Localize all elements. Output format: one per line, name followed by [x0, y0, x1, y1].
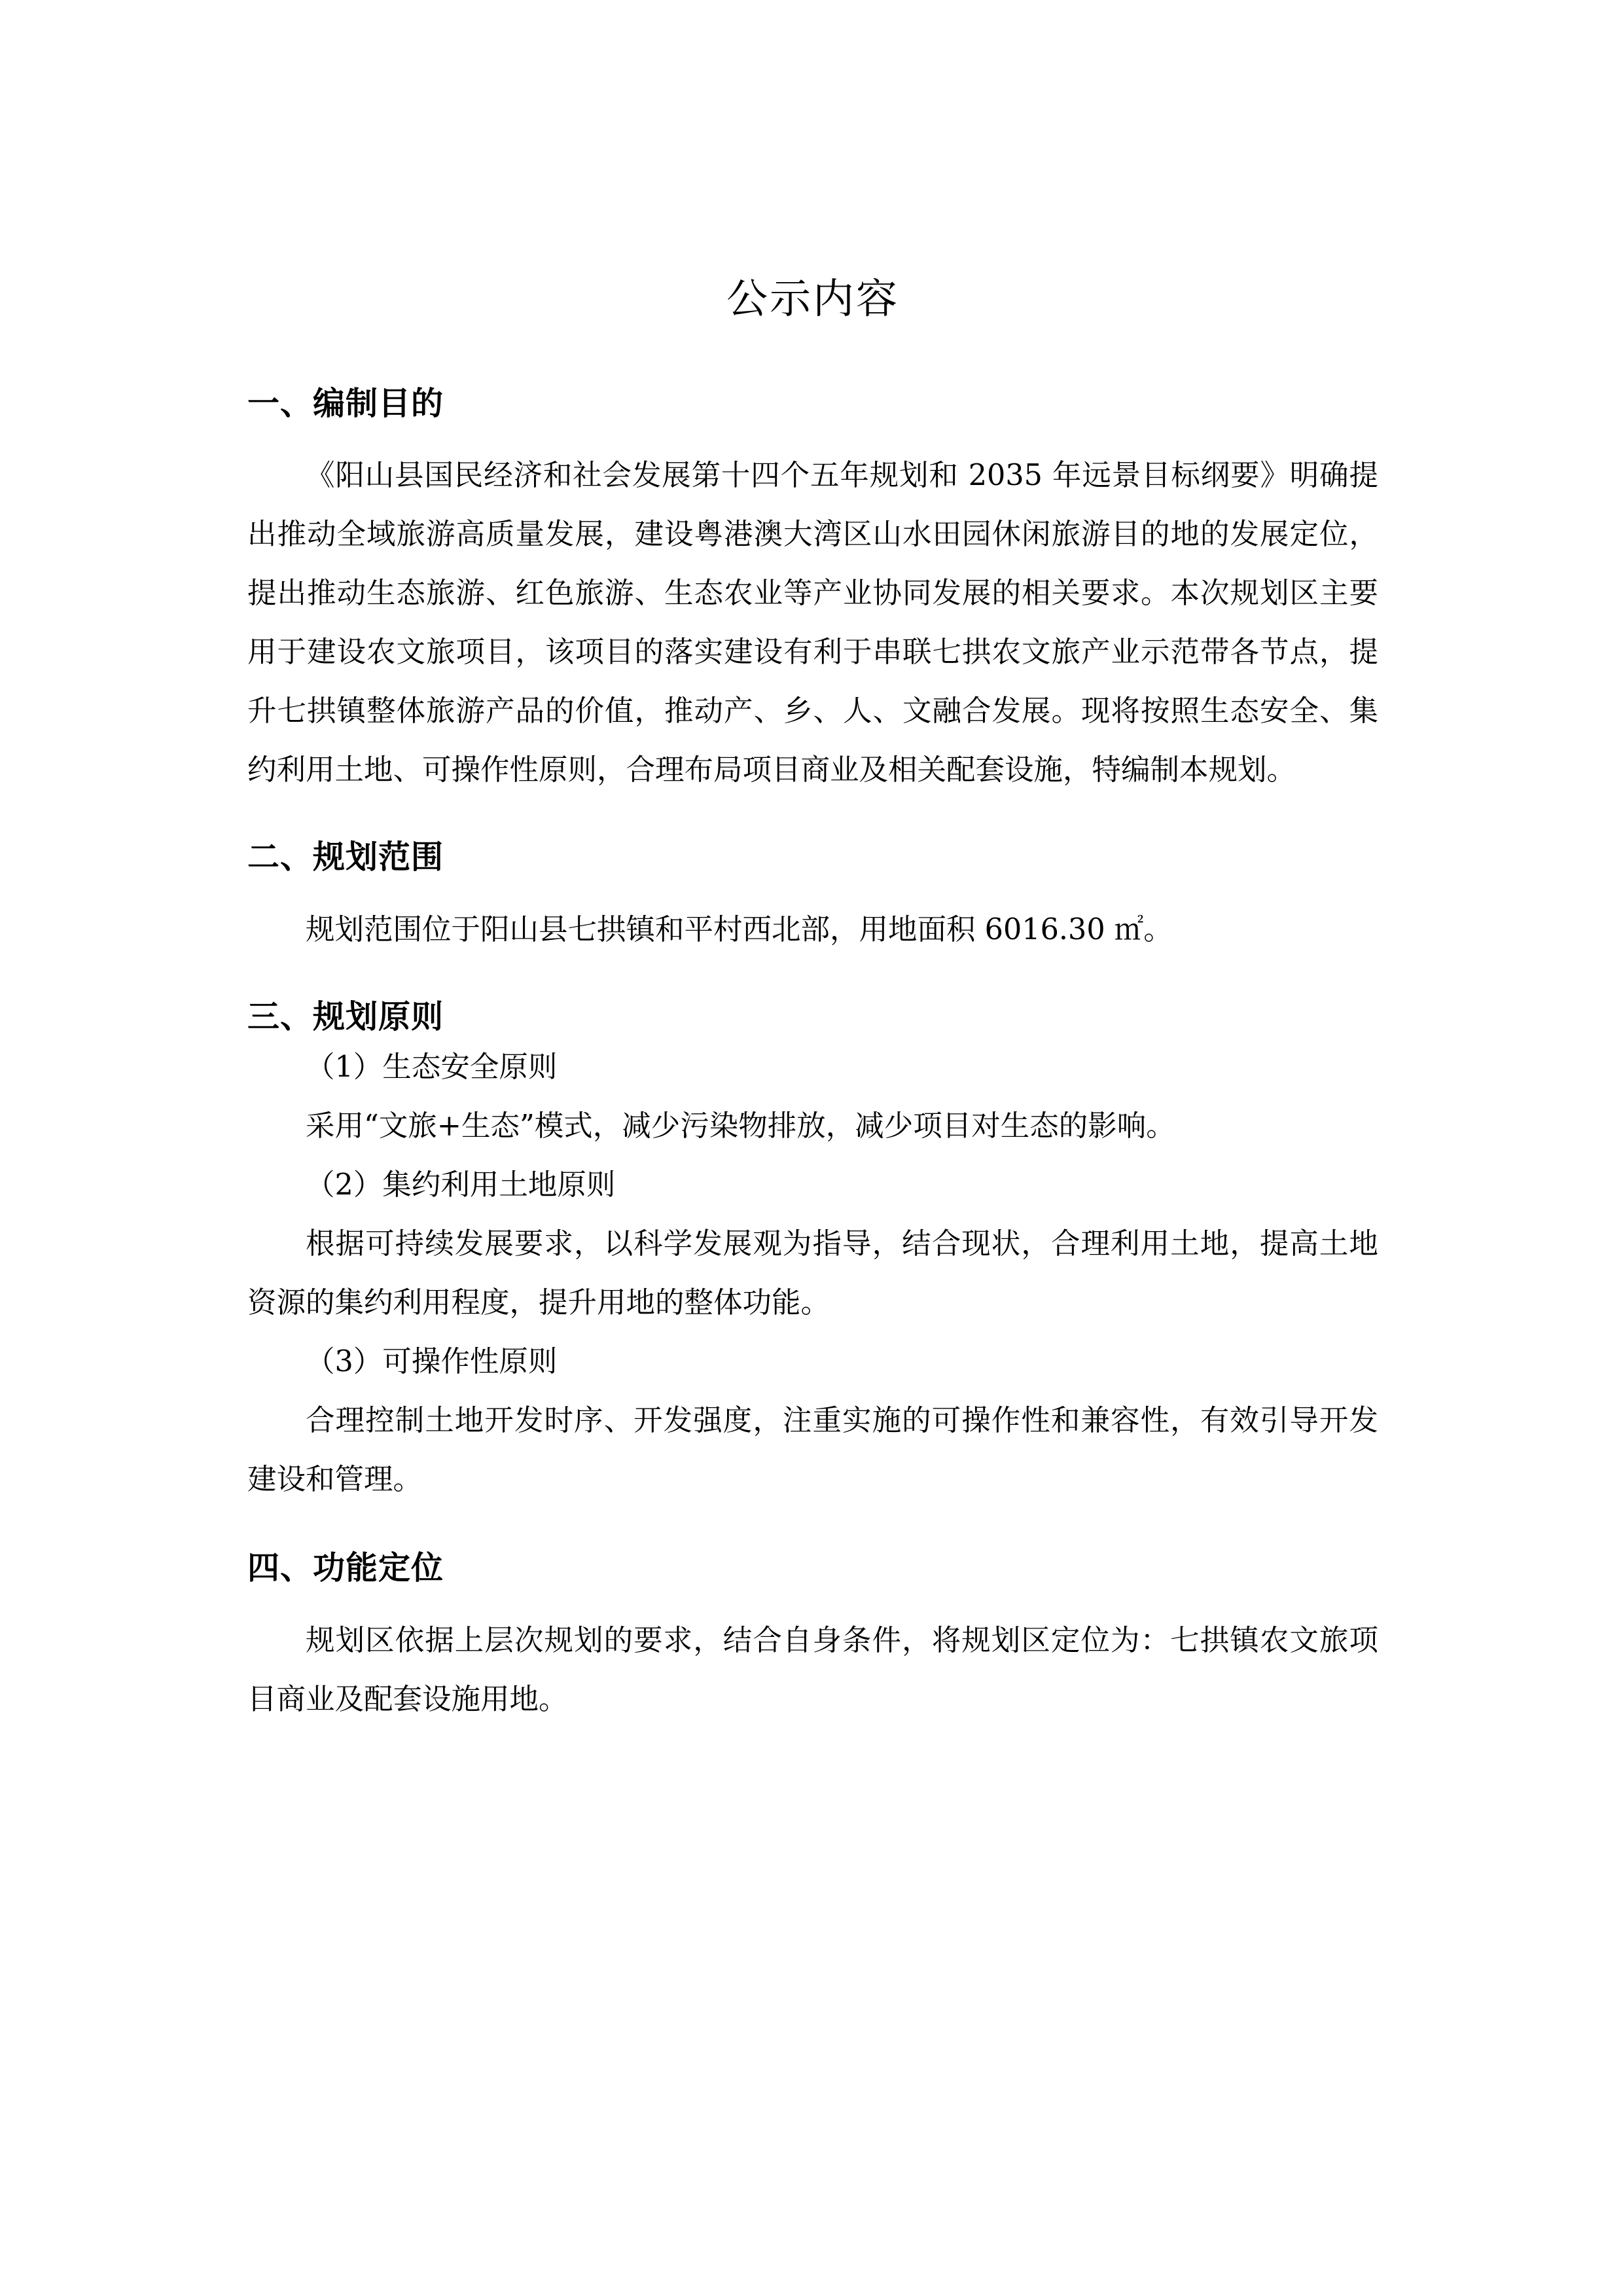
- principle-label-1: （1）生态安全原则: [306, 1050, 558, 1084]
- section-heading-purpose: 一、编制目的: [247, 384, 444, 422]
- section-paragraph-purpose: 《阳山县国民经济和社会发展第十四个五年规划和 2035 年远景目标纲要》明确提出推动全域旅游高质量发展，建设粤港澳大湾区山水田园休闲旅游目的地的发展定位，提出推动生态旅游、红色旅游、生态农业等产业协同发展的相关要求。本次规划区主要用于建设农文旅项目，该项目的落实建设有利于串联七拱农文旅产业示范带各节点，提升七拱镇整体旅游产品的价值，推动产、乡、人、文融合发展。现将按照生态安全、集约利用土地、可操作性原则，合理布局项目商业及相关配套设施，特编制本规划。: [247, 459, 1378, 787]
- section-heading-function: 四、功能定位: [247, 1549, 444, 1587]
- principle-label-3: （3）可操作性原则: [306, 1344, 558, 1378]
- principle-label-2: （2）集约利用土地原则: [306, 1168, 616, 1202]
- section-heading-principles: 三、规划原则: [247, 998, 444, 1036]
- principle-body-1: 采用“文旅+生态”模式，减少污染物排放，减少项目对生态的影响。: [306, 1109, 1175, 1143]
- document-content: [247, 0, 1378, 1729]
- page-title: 公示内容: [726, 275, 899, 323]
- principle-body-2: 根据可持续发展要求，以科学发展观为指导，结合现状，合理利用土地，提高土地资源的集约利用程度，提升用地的整体功能。: [247, 1227, 1378, 1319]
- principle-body-3: 合理控制土地开发时序、开发强度，注重实施的可操作性和兼容性，有效引导开发建设和管理。: [247, 1403, 1378, 1496]
- section-paragraph-function: 规划区依据上层次规划的要求，结合自身条件，将规划区定位为：七拱镇农文旅项目商业及配套设施用地。: [247, 1623, 1378, 1716]
- section-paragraph-scope: 规划范围位于阳山县七拱镇和平村西北部，用地面积 6016.30 ㎡。: [306, 913, 1173, 947]
- section-heading-scope: 二、规划范围: [247, 838, 444, 876]
